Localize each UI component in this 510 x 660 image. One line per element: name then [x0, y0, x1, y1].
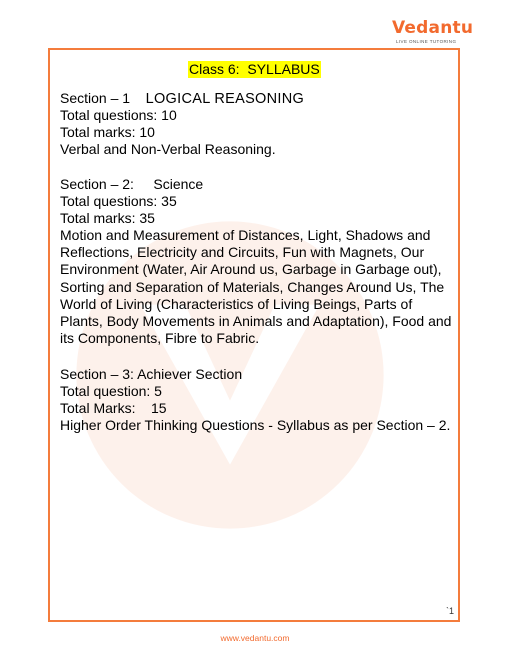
- brand-tagline: LIVE ONLINE TUTORING: [396, 39, 457, 44]
- section-1-questions: Total questions: 10: [60, 107, 177, 123]
- section-1-heading: [60, 90, 304, 108]
- section-1-label: Section – 1: [60, 90, 146, 106]
- section-3-label: Section – 3:: [60, 366, 138, 382]
- section-2-marks: Total marks: 35: [60, 210, 155, 226]
- section-3-syllabus: Higher Order Thinking Questions - Syllabus as per Section – 2.: [60, 417, 451, 433]
- section-3-heading: [60, 366, 242, 383]
- section-2-heading: [60, 176, 203, 193]
- section-3-name: Achiever Section: [137, 366, 243, 382]
- section-1-syllabus: Verbal and Non-Verbal Reasoning.: [60, 141, 276, 157]
- section-3-marks: Total Marks: 15: [60, 400, 167, 416]
- section-2-questions: Total questions: 35: [60, 193, 177, 209]
- brand-name: Vedantu: [392, 18, 474, 38]
- page-number: `1: [446, 606, 455, 616]
- section-2-label: Section – 2:: [60, 176, 154, 192]
- footer-link[interactable]: www.vedantu.com: [220, 633, 290, 643]
- page-title: Class 6: SYLLABUS: [189, 61, 320, 77]
- section-1-marks: Total marks: 10: [60, 124, 155, 140]
- section-1-name: LOGICAL REASONING: [145, 91, 305, 107]
- vedantu-logo: [392, 18, 474, 48]
- section-3-questions: Total question: 5: [60, 383, 162, 399]
- section-2-name: Science: [153, 176, 204, 192]
- section-2-syllabus: Motion and Measurement of Distances, Light, Shadows and Reflections, Electricity and Circuits, Fun with Magnets, Our Environment (Water, Air Around us, Garbage in Garbage out), Sorting and Separation of Materials, Changes Around Us, The World of Living (Characteristics of Living Beings, Parts of Plants, Body Movements in Animals and Adaptation), Food and its Components, Fibre to Fabric.: [60, 227, 452, 347]
